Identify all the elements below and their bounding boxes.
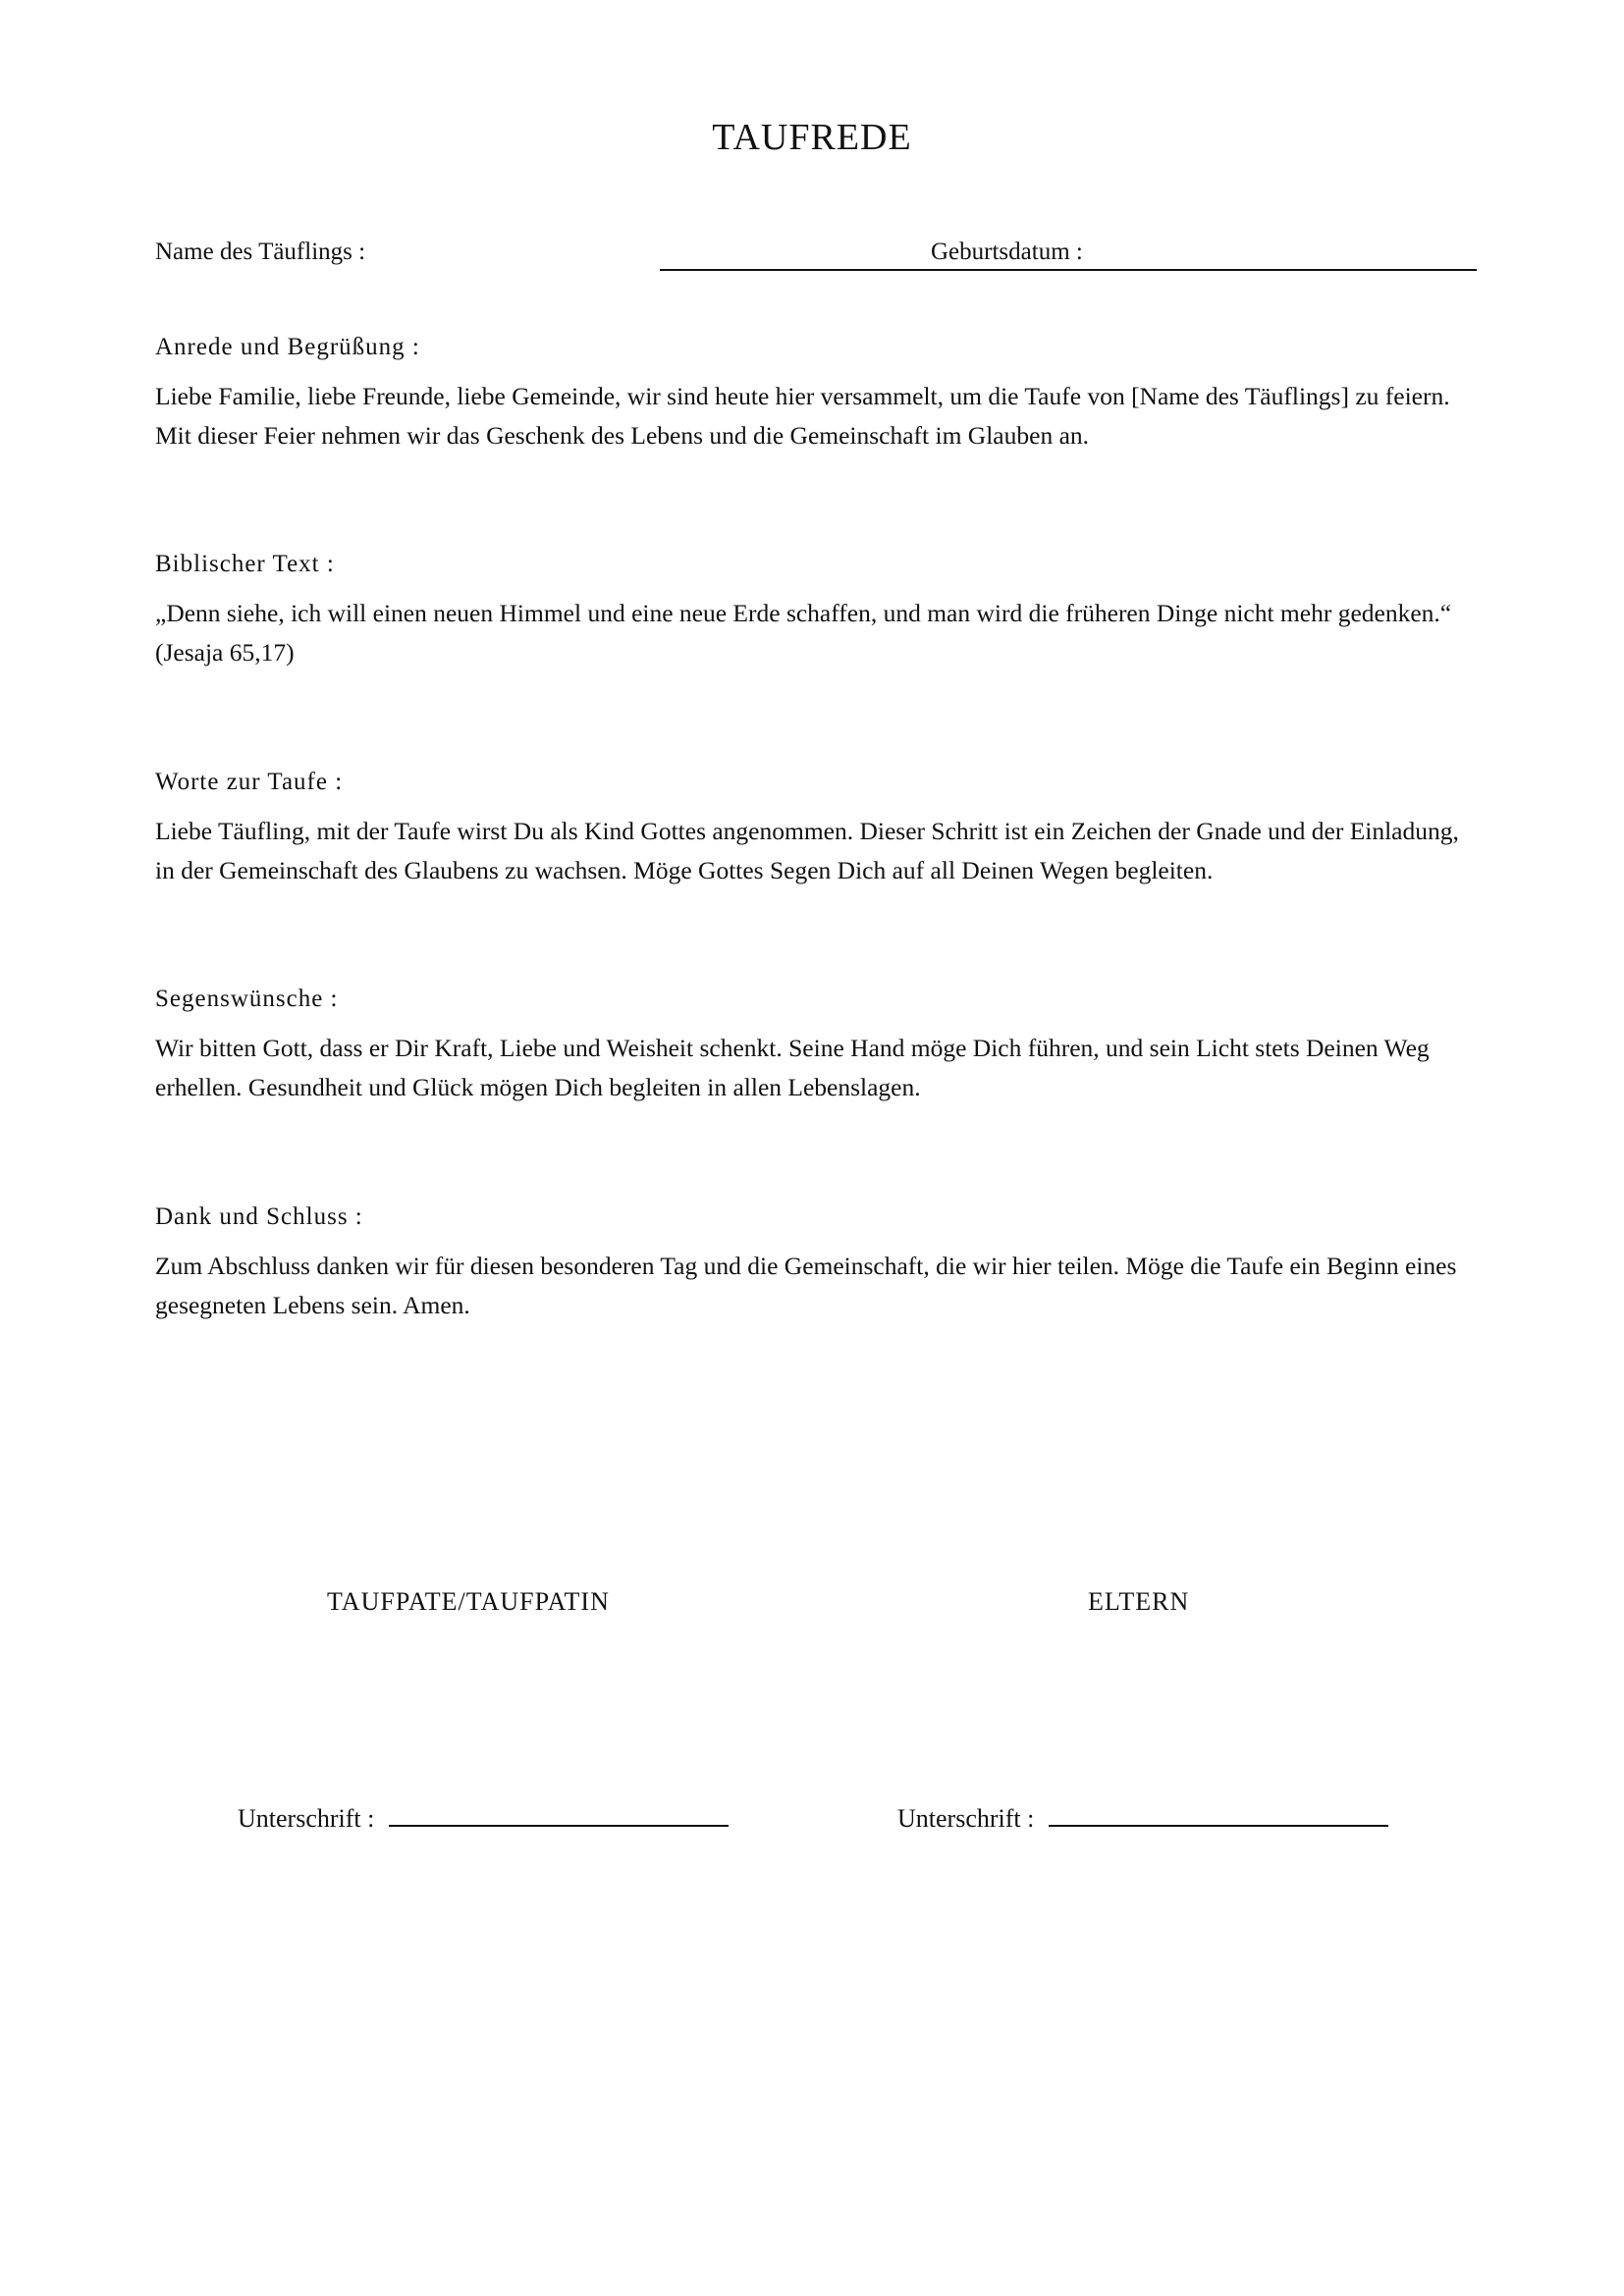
parents-signature-field	[897, 1804, 1388, 1834]
section-body: Zum Abschluss danken wir für diesen besonderen Tag und die Gemeinschaft, die wir hier teilen. Möge die Taufe ein Beginn eines gesegneten Lebens sein. Amen.	[155, 1252, 1457, 1319]
name-field-label: Name des Täuflings :	[155, 239, 366, 265]
parents-signature-line[interactable]	[1049, 1825, 1388, 1827]
signature-label: Unterschrift :	[897, 1804, 1035, 1833]
section-body: Liebe Familie, liebe Freunde, liebe Gemeinde, wir sind heute hier versammelt, um die Taufe von [Name des Täuflings] zu feiern. Mit dieser Feier nehmen wir das Geschenk des Lebens und die Gemeinschaft im Glauben an.	[155, 382, 1450, 450]
section-heading: Biblischer Text :	[155, 551, 335, 577]
signature-label: Unterschrift :	[238, 1804, 375, 1833]
section-heading: Anrede und Begrüßung :	[155, 334, 420, 360]
section-body: Wir bitten Gott, dass er Dir Kraft, Liebe und Weisheit schenkt. Seine Hand möge Dich führen, und sein Licht stets Deinen Weg erhellen. Gesundheit und Glück mögen Dich begleiten in allen Lebenslagen.	[155, 1034, 1430, 1101]
godparent-heading: TAUFPATE/TAUFPATIN	[327, 1587, 610, 1616]
section-heading: Dank und Schluss :	[155, 1203, 363, 1230]
section-bible-text	[155, 549, 1471, 672]
godparent-signature-line[interactable]	[389, 1825, 729, 1827]
section-blessings	[155, 984, 1471, 1107]
godparent-signature-field	[238, 1804, 729, 1834]
name-birthdate-fill-line[interactable]	[660, 269, 1477, 271]
section-closing	[155, 1201, 1471, 1325]
birthdate-field-label: Geburtsdatum :	[931, 239, 1083, 265]
section-greeting	[155, 332, 1471, 455]
document-title: TAUFREDE	[712, 117, 912, 158]
section-heading: Segenswünsche :	[155, 986, 339, 1012]
section-body: „Denn siehe, ich will einen neuen Himmel und eine neue Erde schaffen, und man wird die früheren Dinge nicht mehr gedenken.“ (Jesaja 65,17)	[155, 599, 1452, 667]
section-body: Liebe Täufling, mit der Taufe wirst Du als Kind Gottes angenommen. Dieser Schritt ist ein Zeichen der Gnade und der Einladung, in der Gemeinschaft des Glaubens zu wachsen. Möge Gottes Segen Dich auf all Deinen Wegen begleiten.	[155, 817, 1459, 884]
section-heading: Worte zur Taufe :	[155, 769, 344, 795]
section-baptism-words	[155, 767, 1471, 890]
parents-heading: ELTERN	[1088, 1587, 1190, 1616]
